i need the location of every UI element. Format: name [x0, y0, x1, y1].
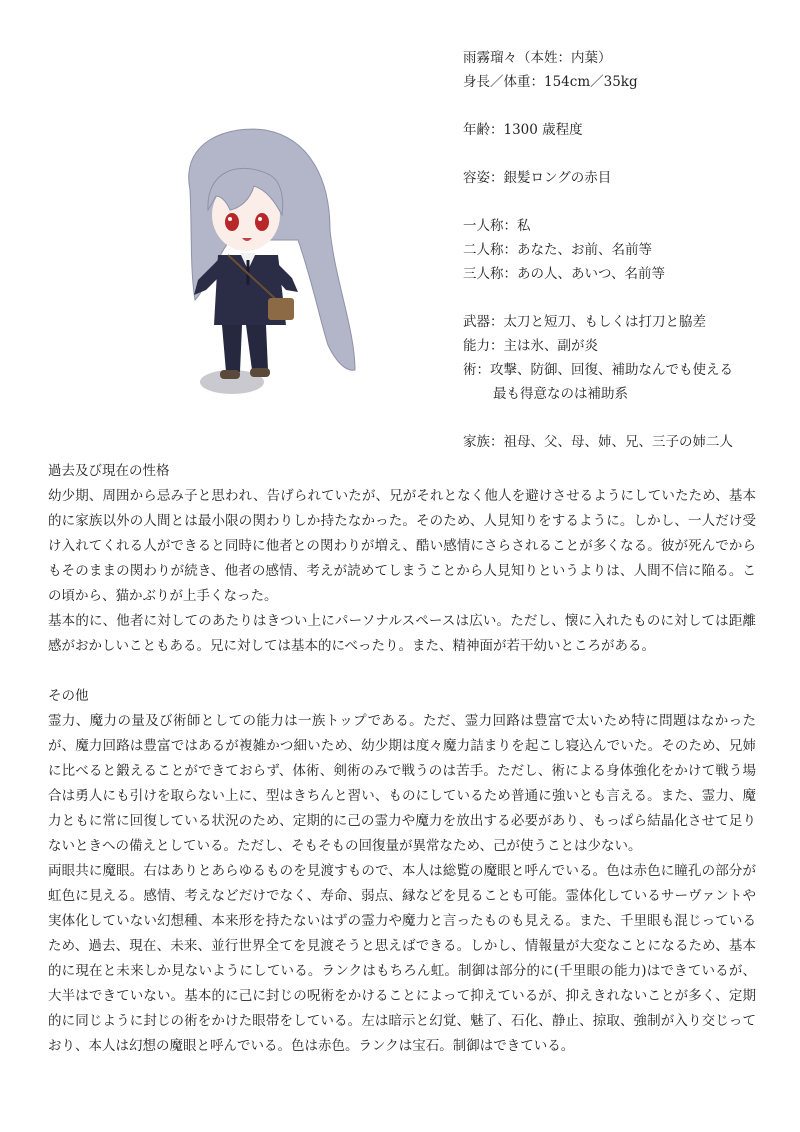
profile-first-person: 一人称：私 — [463, 218, 531, 234]
profile-appearance: 容姿：銀髪ロングの赤目 — [463, 170, 612, 186]
profile-name: 雨霧瑠々（本姓：内葉） — [463, 50, 612, 66]
shoulder-bag — [268, 298, 294, 320]
hair-back — [189, 129, 355, 370]
shoe-left — [220, 370, 240, 379]
body-text — [48, 459, 756, 1059]
eye-left — [225, 213, 239, 231]
profile-weapons: 武器：太刀と短刀、もしくは打刀と脇差 — [463, 314, 706, 330]
other-paragraph-2: 両眼共に魔眼。右はありとあらゆるものを見渡すもので、本人は総覧の魔眼と呼んでいる。色は赤色に瞳孔の部分が虹色に見える。感情、考えなどだけでなく、寿命、弱点、縁などを見ることも可能。霊体化しているサーヴァントや実体化していない幻想種、本来形を持たないはずの霊力や魔力と言ったものも見える。また、千里眼も混じっているため、過去、現在、未来、並行世界全てを見渡そうと思えばできる。しかし、情報量が大変なことになるため、基本的に現在と未来しか見ないようにしている。ランクはもちろん虹。制御は部分的に(千里眼の能力)はできているが、大半はできていない。基本的に己に封じの呪術をかけることによって抑えているが、抑えきれないことが多く、定期的に同じように封じの術をかけた眼帯をしている。左は暗示と幻覚、魅了、石化、静止、掠取、強制が入り交じっており、本人は幻想の魔眼と呼んでいる。色は赤色。ランクは宝石。制御はできている。 — [48, 863, 756, 1054]
profile-height-weight: 身長／体重：154cm／35kg — [463, 74, 638, 90]
profile-family: 家族：祖母、父、母、姉、兄、三子の姉二人 — [463, 434, 733, 450]
profile-second-person: 二人称：あなた、お前、名前等 — [463, 242, 652, 258]
profile-ability: 能力：主は氷、副が炎 — [463, 338, 598, 354]
personality-paragraph-2: 基本的に、他者に対してのあたりはきつい上にパーソナルスペースは広い。ただし、懐に入れたものに対しては距離感がおかしいこともある。兄に対しては基本的にべったり。また、精神面が若干幼いところがある。 — [48, 613, 756, 654]
profile-arts-note: 最も得意なのは補助系 — [493, 386, 628, 402]
personality-paragraph-1: 幼少期、周囲から忌み子と思われ、告げられていたが、兄がそれとなく他人を避けさせるようにしていたため、基本的に家族以外の人間とは最小限の関わりしか持たなかった。そのため、人見知りをするように。しかし、一人だけ受け入れてくれる人ができると同時に他者との関わりが増え、酷い感情にさらされることが多くなる。彼が死んでからもそのままの関わりが続き、他者の感情、考えが読めてしまうことから人見知りというよりは、人間不信に陥る。この頃から、猫かぶりが上手くなった。 — [48, 488, 756, 604]
other-paragraph-1: 霊力、魔力の量及び術師としての能力は一族トップである。ただ、霊力回路は豊富で太いため特に問題はなかったが、魔力回路は豊富ではあるが複雑かつ細いため、幼少期は度々魔力詰まりを起こし寝込んでいた。そのため、兄姉に比べると鍛えることができておらず、体術、剣術のみで戦うのは苦手。ただし、術による身体強化をかけて戦う場合は勇人にも引けを取らない上に、型はきちんと習い、ものにしているため普通に強いとも言える。また、霊力、魔力ともに常に回復している状況のため、定期的に己の霊力や魔力を放出する必要があり、もっぱら結晶化させて足りないときへの備えとしている。ただし、そもそもの回復量が異常なため、己が使うことは少ない。 — [48, 713, 756, 854]
shoe-right — [250, 368, 270, 377]
profile-arts: 術：攻撃、防御、回復、補助なんでも使える — [463, 362, 733, 378]
personality-heading: 過去及び現在の性格 — [48, 463, 170, 479]
profile-third-person: 三人称：あの人、あいつ、名前等 — [463, 266, 665, 282]
profile-block — [463, 46, 793, 454]
character-illustration — [170, 120, 370, 400]
trousers — [222, 325, 268, 372]
eye-right — [255, 213, 269, 231]
profile-age: 年齢：1300 歳程度 — [463, 122, 583, 138]
other-heading: その他 — [48, 688, 89, 704]
